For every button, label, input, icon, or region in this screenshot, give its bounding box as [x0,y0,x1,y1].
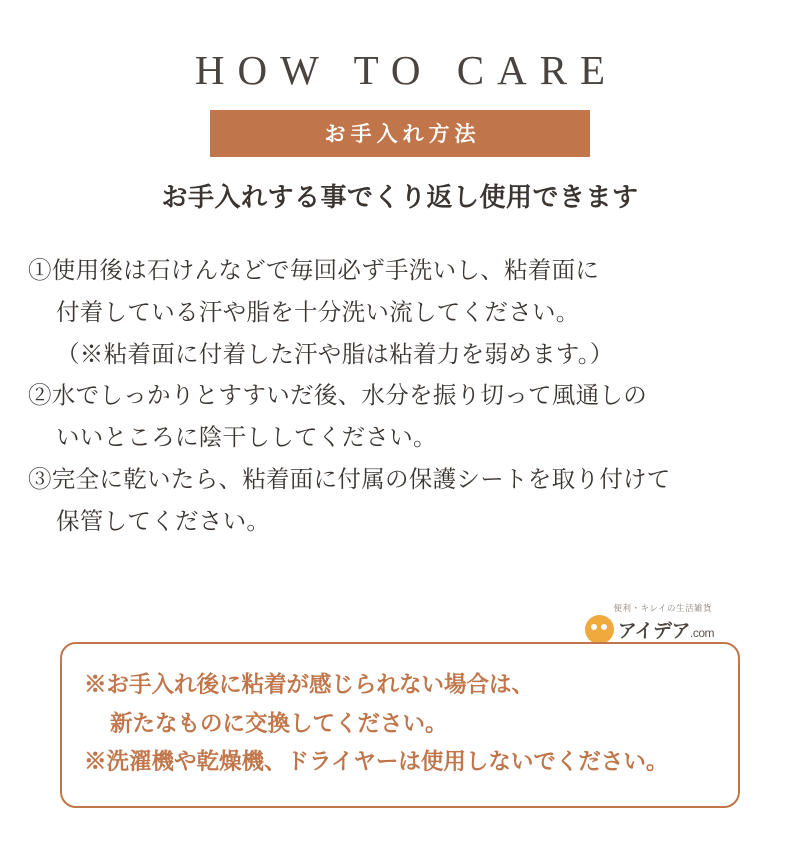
logo-tagline: 便利・キレイの生活雑貨 [613,603,712,613]
step-line: （※粘着面に付着した汗や脂は粘着力を弱めます。） [56,340,614,367]
page-subtitle: お手入れする事でくり返し使用できます [161,182,639,212]
page-title: HOW TO CARE [194,47,619,93]
step-line: 付着している汗や脂を十分洗い流してください。 [56,298,580,325]
title-band-wrapper [0,110,800,157]
notice-line: ※お手入れ後に粘着が感じられない場合は、 [84,672,535,697]
step-line: ①使用後は石けんなどで毎回必ず手洗いし、粘着面に [28,257,600,283]
step-line: いいところに陰干ししてください。 [56,424,437,451]
steps-list [28,250,800,543]
step-line: 保管してください。 [56,507,271,534]
care-instructions-page [0,46,800,846]
logo-main [574,615,714,644]
step-line: ②水でしっかりとすすいだ後、水分を振り切って風通しの [28,382,648,409]
section-band-label: お手入れ方法 [210,110,590,157]
logo-face-icon [585,615,614,644]
notice-line: ※洗濯機や乾燥機、ドライヤーは使用しないでください。 [84,749,669,775]
notice-box [60,642,740,808]
notice-line: 新たなものに交換してください。 [110,710,448,736]
logo-suffix: .com [689,626,714,640]
step-line: ③完全に乾いたら、粘着面に付属の保護シートを取り付けて [28,466,671,493]
logo-name [618,616,714,643]
logo-name-text: アイデア [617,621,690,642]
